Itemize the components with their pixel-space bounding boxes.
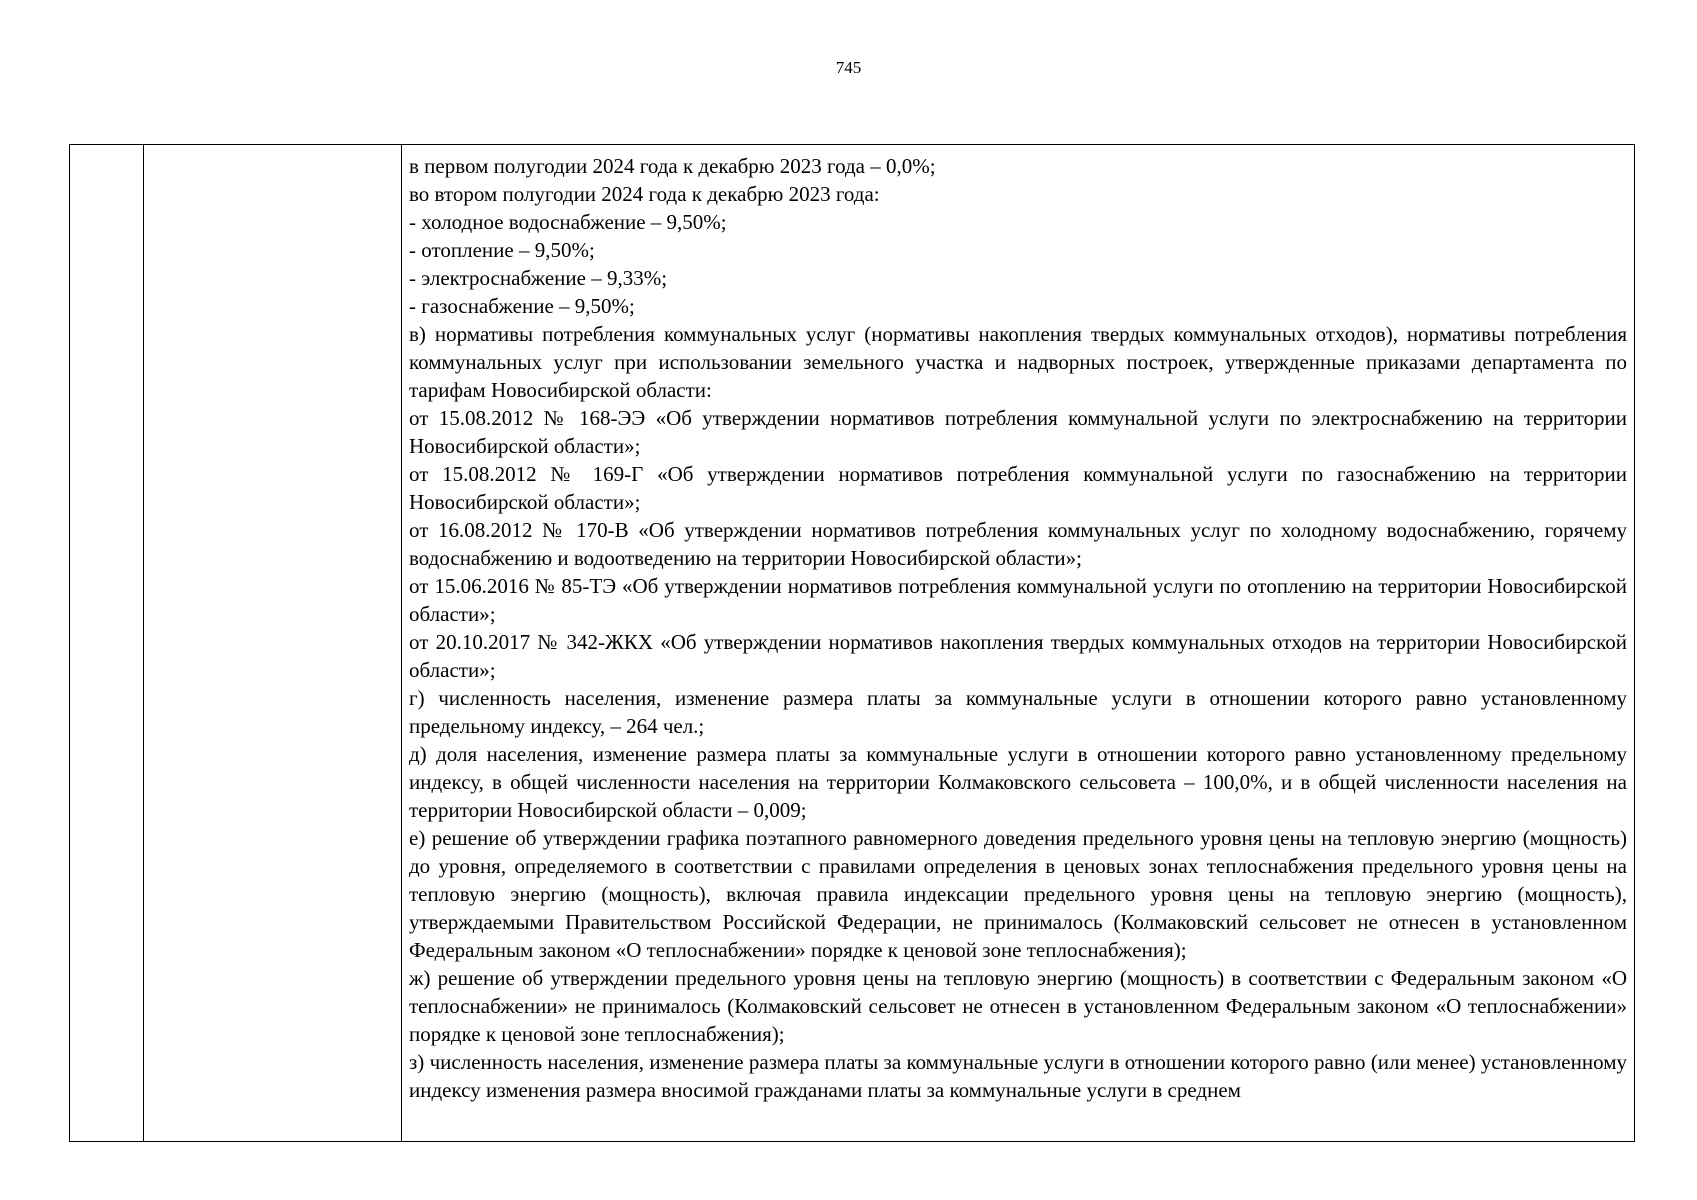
table-cell-content	[402, 145, 1635, 1142]
paragraph: от 15.08.2012 № 169-Г «Об утверждении нормативов потребления коммунальной услуги по газоснабжению на территории Новосибирской области»;	[409, 462, 1627, 514]
list-item: - электроснабжение – 9,33%;	[409, 266, 668, 290]
paragraph: в первом полугодии 2024 года к декабрю 2023 года – 0,0%;	[409, 154, 936, 178]
paragraph: в) нормативы потребления коммунальных услуг (нормативы накопления твердых коммунальных отходов), нормативы потребления коммунальных услуг при использовании земельного участка и надворных построек, утвержденные приказами департамента по тарифам Новосибирской области:	[409, 322, 1627, 402]
paragraph: д) доля населения, изменение размера платы за коммунальные услуги в отношении которого равно установленному предельному индексу, в общей численности населения на территории Колмаковского сельсовета – 100,0%, и в общей численности населения на территории Новосибирской области – 0,009;	[409, 742, 1627, 822]
list-item: - газоснабжение – 9,50%;	[409, 294, 635, 318]
paragraph: з) численность населения, изменение размера платы за коммунальные услуги в отношении которого равно (или менее) установленному индексу изменения размера вносимой гражданами платы за коммунальные услуги в среднем	[409, 1050, 1627, 1102]
table-cell-municipality	[144, 145, 402, 1142]
paragraph: от 15.06.2016 № 85-ТЭ «Об утверждении нормативов потребления коммунальной услуги по отоплению на территории Новосибирской области»;	[409, 574, 1627, 626]
list-item: - отопление – 9,50%;	[409, 238, 595, 262]
table-row	[70, 145, 1635, 1142]
document-table	[69, 144, 1635, 1142]
paragraph: ж) решение об утверждении предельного уровня цены на тепловую энергию (мощность) в соответствии с Федеральным законом «О теплоснабжении» не принималось (Колмаковский сельсовет не отнесен в установленном Федеральным законом «О теплоснабжении» порядке к ценовой зоне теплоснабжения);	[409, 966, 1627, 1046]
table-cell-number	[70, 145, 144, 1142]
paragraph: от 15.08.2012 № 168-ЭЭ «Об утверждении нормативов потребления коммунальной услуги по электроснабжению на территории Новосибирской области»;	[409, 406, 1627, 458]
paragraph: во втором полугодии 2024 года к декабрю 2023 года:	[409, 182, 880, 206]
list-item: - холодное водоснабжение – 9,50%;	[409, 210, 727, 234]
paragraph: от 16.08.2012 № 170-В «Об утверждении нормативов потребления коммунальных услуг по холодному водоснабжению, горячему водоснабжению и водоотведению на территории Новосибирской области»;	[409, 518, 1627, 570]
page-number: 745	[835, 58, 862, 77]
paragraph: е) решение об утверждении графика поэтапного равномерного доведения предельного уровня цены на тепловую энергию (мощность) до уровня, определяемого в соответствии с правилами определения в ценовых зонах теплоснабжения предельного уровня цены на тепловую энергию (мощность), включая правила индексации предельного уровня цены на тепловую энергию (мощность), утверждаемыми Правительством Российской Федерации, не принималось (Колмаковский сельсовет не отнесен в установленном Федеральным законом «О теплоснабжении» порядке к ценовой зоне теплоснабжения);	[409, 826, 1627, 962]
paragraph: от 20.10.2017 № 342-ЖКХ «Об утверждении нормативов накопления твердых коммунальных отходов на территории Новосибирской области»;	[409, 630, 1627, 682]
paragraph: г) численность населения, изменение размера платы за коммунальные услуги в отношении которого равно установленному предельному индексу, – 264 чел.;	[409, 686, 1627, 738]
